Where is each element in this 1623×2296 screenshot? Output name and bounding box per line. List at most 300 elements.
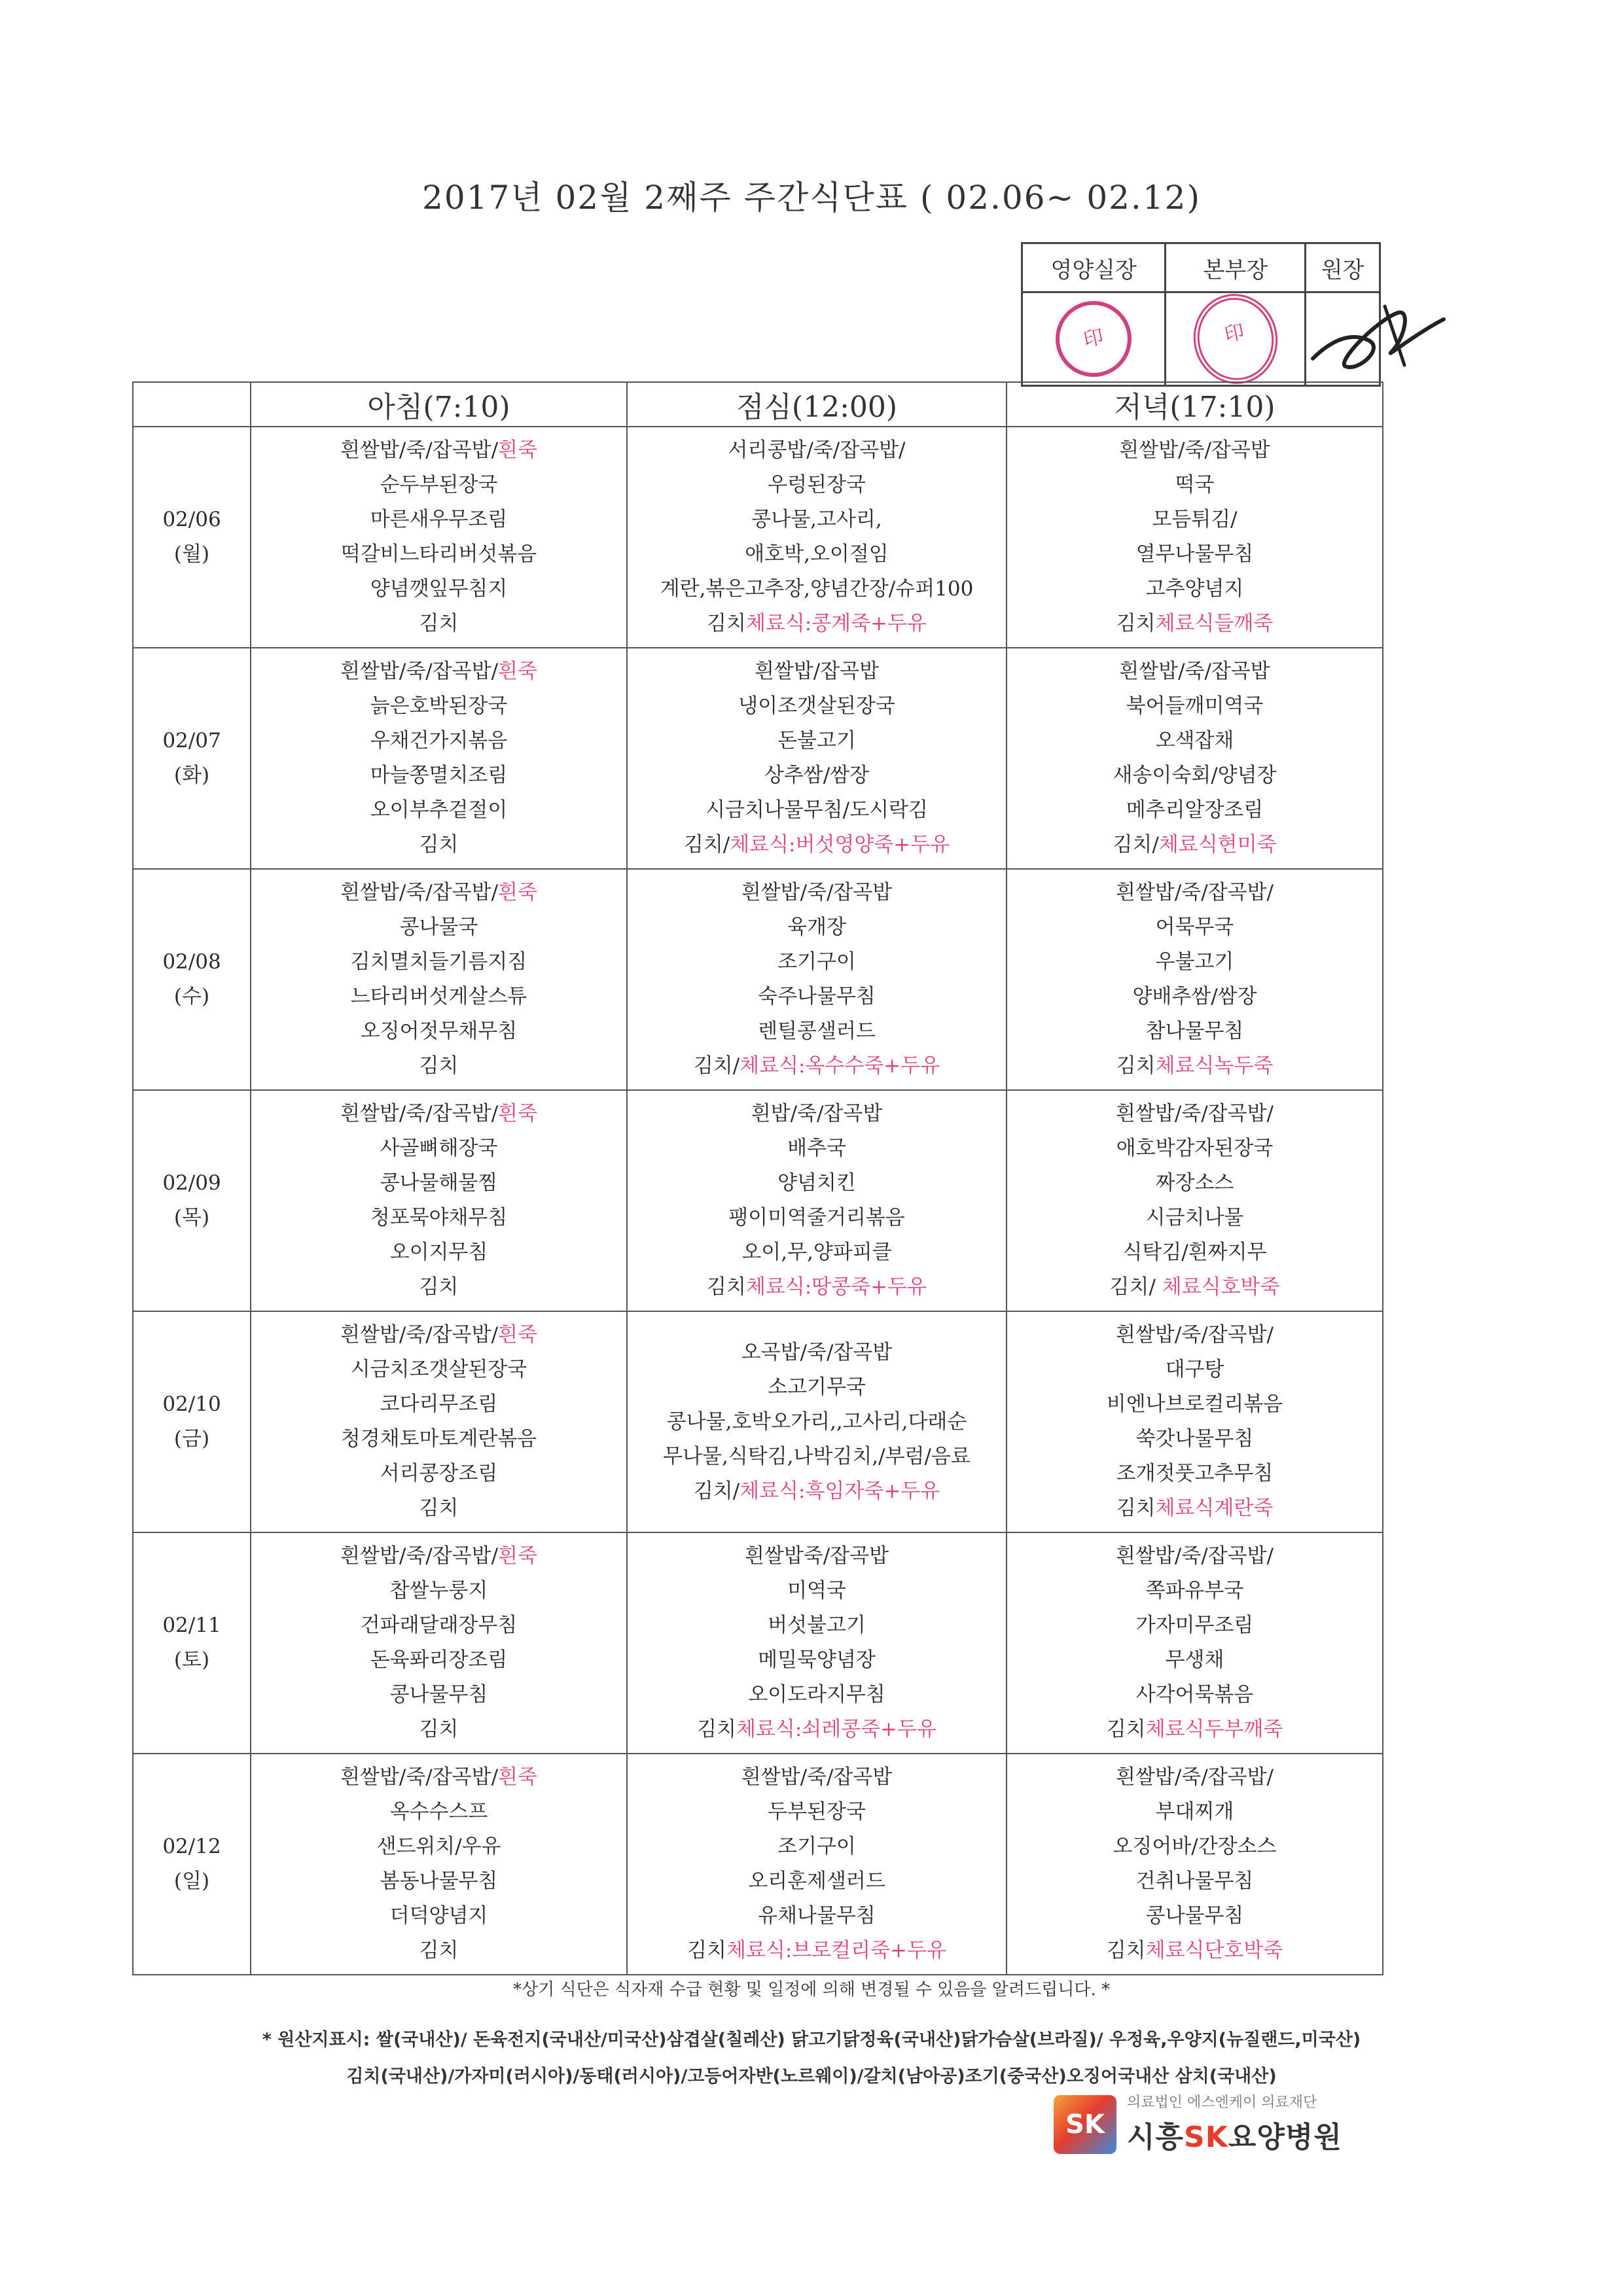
menu-item-text: 건취나물무침 xyxy=(1135,1869,1254,1893)
menu-item-text: 오징어젓무채무침 xyxy=(360,1019,518,1043)
menu-item xyxy=(1008,503,1382,537)
menu-row xyxy=(133,869,1383,1090)
menu-item-text: 김치/ xyxy=(693,1479,740,1503)
hospital-logo xyxy=(1054,2091,1387,2163)
menu-item xyxy=(252,1712,626,1747)
menu-item-text: 흰쌀밥/죽/잡곡밥/ xyxy=(1116,1544,1274,1568)
therapy-diet-note: 체료식:옥수수죽+두유 xyxy=(740,1054,940,1078)
signature-icon xyxy=(1306,293,1450,385)
menu-item xyxy=(252,1491,626,1526)
approval-sign-nutrition xyxy=(1022,292,1166,386)
menu-item xyxy=(252,1934,626,1968)
menu-item xyxy=(252,1049,626,1084)
menu-item xyxy=(628,980,1005,1014)
menu-item xyxy=(252,1608,626,1643)
menu-item xyxy=(252,1795,626,1829)
dinner-cell xyxy=(1007,1532,1383,1754)
menu-item xyxy=(1008,654,1382,689)
breakfast-cell xyxy=(251,1090,627,1311)
menu-item-text: 흰쌀밥/죽/잡곡밥/ xyxy=(340,660,499,683)
menu-item-text: 돈불고기 xyxy=(777,729,856,752)
menu-item-text: 김치 xyxy=(419,1275,459,1299)
menu-item-text: 마늘쫑멸치조림 xyxy=(370,764,508,787)
header-dinner: 저녁(17:10) xyxy=(1007,382,1383,427)
dinner-cell xyxy=(1007,648,1383,869)
menu-item-text: 부대찌개 xyxy=(1155,1800,1234,1824)
menu-item xyxy=(628,910,1005,945)
menu-row xyxy=(133,648,1383,869)
menu-item-text: 오곡밥/죽/잡곡밥 xyxy=(741,1340,893,1364)
approval-header-nutrition: 영양실장 xyxy=(1022,243,1166,292)
menu-item-text: 흰쌀밥/죽/잡곡밥/ xyxy=(340,1765,499,1789)
menu-item-text: 청경채토마토계란볶음 xyxy=(340,1427,537,1451)
menu-item-text: 오이지무침 xyxy=(389,1241,488,1264)
menu-item-text: 김치 xyxy=(419,1718,459,1741)
menu-item xyxy=(628,1370,1005,1405)
menu-item-text: 오이부추겉절이 xyxy=(370,798,508,822)
sk-logo-icon: SK xyxy=(1054,2095,1116,2154)
approval-header-director: 본부장 xyxy=(1166,243,1306,292)
menu-item-text: 김치/ xyxy=(1109,1275,1162,1299)
menu-item-text: 미역국 xyxy=(787,1579,846,1602)
menu-item-text: 애호박감자된장국 xyxy=(1116,1137,1274,1160)
menu-item xyxy=(252,607,626,641)
menu-item xyxy=(628,1899,1005,1934)
menu-item xyxy=(1008,758,1382,793)
menu-item-text: 흰쌀밥/죽/잡곡밥/ xyxy=(340,881,499,904)
menu-item-text: 콩나물무침 xyxy=(1145,1904,1244,1928)
menu-item-text: 코다리무조림 xyxy=(380,1392,498,1416)
menu-item-text: 마른새우무조림 xyxy=(370,508,508,531)
menu-item xyxy=(1008,1491,1382,1526)
seal-stamp-icon: 印 xyxy=(1048,294,1139,384)
dinner-cell xyxy=(1007,1090,1383,1311)
menu-item xyxy=(1008,1318,1382,1352)
breakfast-cell xyxy=(251,648,627,869)
menu-item-text: 김치 xyxy=(1116,1496,1156,1520)
menu-item xyxy=(628,1712,1005,1747)
menu-item-text: 메추리알장조림 xyxy=(1126,798,1264,822)
menu-item-text: 상추쌈/쌈장 xyxy=(764,764,870,787)
menu-item-text: 냉이조갯살된장국 xyxy=(738,694,895,718)
menu-item-text: 순두부된장국 xyxy=(380,473,498,497)
menu-item-text: 옥수수스프 xyxy=(389,1800,488,1824)
therapy-diet-note: 체료식:흑임자죽+두유 xyxy=(740,1479,940,1503)
porridge-note: 흰죽 xyxy=(498,1102,537,1125)
day-date: 02/09 xyxy=(162,1171,221,1195)
menu-item-text: 오리훈제샐러드 xyxy=(748,1869,885,1893)
menu-item xyxy=(628,1574,1005,1608)
menu-item xyxy=(628,1131,1005,1166)
menu-item xyxy=(252,1829,626,1864)
therapy-diet-note: 체료식:브로컬리죽+두유 xyxy=(726,1939,946,1962)
menu-item xyxy=(252,1643,626,1678)
menu-item-text: 짜장소스 xyxy=(1155,1171,1234,1195)
therapy-diet-note: 체료식들깨죽 xyxy=(1155,612,1274,635)
therapy-diet-note: 체료식호박죽 xyxy=(1162,1275,1280,1299)
menu-item xyxy=(1008,1934,1382,1968)
lunch-cell xyxy=(627,427,1007,648)
porridge-note: 흰죽 xyxy=(498,881,537,904)
porridge-note: 흰죽 xyxy=(498,1544,537,1568)
menu-item-text: 북어들깨미역국 xyxy=(1126,694,1264,718)
menu-item xyxy=(628,654,1005,689)
menu-item-text: 김치 xyxy=(687,1939,726,1962)
menu-item xyxy=(1008,433,1382,468)
day-weekday: (수) xyxy=(173,985,210,1008)
porridge-note: 흰죽 xyxy=(498,438,537,462)
menu-item xyxy=(252,1352,626,1387)
menu-item-text: 사각어묵볶음 xyxy=(1135,1683,1254,1706)
menu-item xyxy=(628,1608,1005,1643)
menu-item-text: 흰쌀밥/죽/잡곡밥/ xyxy=(1116,1102,1274,1125)
menu-item-text: 열무나물무침 xyxy=(1135,542,1254,566)
menu-item xyxy=(1008,1760,1382,1795)
breakfast-cell xyxy=(251,1532,627,1754)
menu-item xyxy=(628,1643,1005,1678)
menu-item xyxy=(252,980,626,1014)
menu-item xyxy=(252,654,626,689)
menu-item xyxy=(252,1457,626,1491)
menu-item-text: 소고기무국 xyxy=(768,1375,866,1399)
menu-item-text: 김치 xyxy=(707,1275,746,1299)
menu-item xyxy=(628,945,1005,980)
origin-line-2: 김치(국내산)/가자미(러시아)/동태(러시아)/고등어자반(노르웨이)/갈치(남아공)조기(중국산)오징어국내산 삼치(국내산) xyxy=(346,2066,1277,2087)
therapy-diet-note: 체료식:땅콩죽+두유 xyxy=(745,1275,927,1299)
lunch-cell xyxy=(627,1532,1007,1754)
menu-item xyxy=(1008,945,1382,980)
menu-item-text: 오이도라지무침 xyxy=(748,1683,885,1706)
menu-body xyxy=(133,427,1383,1975)
porridge-note: 흰죽 xyxy=(498,1765,537,1789)
menu-item-text: 콩나물,고사리, xyxy=(751,508,882,531)
menu-item xyxy=(1008,910,1382,945)
menu-item-text: 계란,볶은고추장,양념간장/슈퍼100 xyxy=(660,577,974,601)
menu-item xyxy=(628,875,1005,910)
menu-item xyxy=(628,433,1005,468)
therapy-diet-note: 체료식녹두죽 xyxy=(1155,1054,1274,1078)
logo-name xyxy=(1127,2113,1342,2155)
menu-item-text: 양념깻잎무침지 xyxy=(370,577,508,601)
menu-item-text: 양념치킨 xyxy=(777,1171,856,1195)
menu-item xyxy=(1008,1166,1382,1201)
menu-item-text: 서리콩밥/죽/잡곡밥/ xyxy=(728,438,906,462)
menu-item xyxy=(252,1097,626,1131)
menu-item xyxy=(252,758,626,793)
menu-item-text: 대구탕 xyxy=(1165,1358,1224,1381)
menu-item-text: 떡갈비느타리버섯볶음 xyxy=(340,542,537,566)
breakfast-cell xyxy=(251,1754,627,1975)
menu-item xyxy=(628,1201,1005,1235)
breakfast-cell xyxy=(251,869,627,1090)
menu-item xyxy=(1008,468,1382,503)
menu-item xyxy=(628,537,1005,572)
menu-item-text: 김치 xyxy=(1116,1054,1156,1078)
menu-item xyxy=(1008,1712,1382,1747)
menu-item-text: 흰쌀밥/죽/잡곡밥 xyxy=(741,1765,893,1789)
menu-item xyxy=(1008,1829,1382,1864)
origin-line-1: * 원산지표시: 쌀(국내산)/ 돈육전지(국내산/미국산)삼겹살(칠레산) 닭고기닭정육(국내산)닭가슴살(브라질)/ 우정육,우양지(뉴질랜드,미국산) xyxy=(262,2030,1361,2050)
menu-item xyxy=(252,1899,626,1934)
menu-item-text: 렌틸콩샐러드 xyxy=(758,1019,876,1043)
menu-item xyxy=(1008,1608,1382,1643)
approval-sign-director xyxy=(1166,292,1306,386)
therapy-diet-note: 체료식계란죽 xyxy=(1155,1496,1274,1520)
menu-item-text: 오이,무,양파피클 xyxy=(741,1241,892,1264)
date-cell xyxy=(133,1090,251,1311)
menu-item-text: 흰쌀밥/잡곡밥 xyxy=(754,660,880,683)
menu-item-text: 무나물,식탁김,나박김치,/부럼/음료 xyxy=(663,1444,971,1468)
menu-item xyxy=(252,468,626,503)
menu-item-text: 흰쌀밥/죽/잡곡밥/ xyxy=(1116,1323,1274,1347)
date-cell xyxy=(133,427,251,648)
menu-item xyxy=(628,1166,1005,1201)
menu-item-text: 비엔나브로컬리볶음 xyxy=(1106,1392,1283,1416)
menu-item-text: 조기구이 xyxy=(777,1835,856,1858)
header-breakfast: 아침(7:10) xyxy=(251,382,627,427)
menu-item xyxy=(628,607,1005,641)
menu-item-text: 시금치조갯살된장국 xyxy=(350,1358,527,1381)
menu-item-text: 흰쌀밥/죽/잡곡밥/ xyxy=(340,438,499,462)
menu-item xyxy=(1008,1352,1382,1387)
menu-item-text: 우불고기 xyxy=(1155,950,1234,974)
menu-item xyxy=(628,1439,1005,1474)
menu-item-text: 김치 xyxy=(1106,1939,1146,1962)
menu-item-text: 사골뼈해장국 xyxy=(380,1137,498,1160)
menu-item xyxy=(1008,724,1382,758)
day-date: 02/08 xyxy=(162,950,221,974)
lunch-cell xyxy=(627,1311,1007,1532)
menu-item-text: 김치 xyxy=(707,612,746,635)
menu-item xyxy=(1008,1097,1382,1131)
menu-item xyxy=(1008,1864,1382,1899)
therapy-diet-note: 체료식:버섯영양죽+두유 xyxy=(730,833,950,857)
menu-item xyxy=(1008,1678,1382,1712)
menu-item-text: 두부된장국 xyxy=(768,1800,866,1824)
menu-item xyxy=(252,1678,626,1712)
day-weekday: (목) xyxy=(173,1206,210,1229)
menu-item-text: 돈육퐈리장조림 xyxy=(370,1648,508,1672)
menu-item xyxy=(1008,1422,1382,1457)
menu-item-text: 건파래달래장무침 xyxy=(360,1614,518,1637)
logo-name-suffix: 요양병원 xyxy=(1228,2121,1342,2154)
menu-item xyxy=(628,1270,1005,1305)
lunch-cell xyxy=(627,1090,1007,1311)
menu-item-text: 버섯불고기 xyxy=(768,1614,866,1637)
menu-item-text: 흰쌀밥/죽/잡곡밥 xyxy=(1119,438,1270,462)
menu-item-text: 떡국 xyxy=(1175,473,1215,497)
menu-item xyxy=(628,1795,1005,1829)
menu-item-text: 조기구이 xyxy=(777,950,856,974)
menu-item xyxy=(252,1131,626,1166)
menu-item xyxy=(628,1760,1005,1795)
menu-item xyxy=(252,1422,626,1457)
menu-item-text: 무생채 xyxy=(1165,1648,1224,1672)
menu-item xyxy=(252,1318,626,1352)
lunch-cell xyxy=(627,869,1007,1090)
menu-item-text: 김치 xyxy=(419,833,459,857)
day-date: 02/12 xyxy=(162,1835,221,1858)
menu-item xyxy=(252,1270,626,1305)
menu-item xyxy=(628,572,1005,607)
menu-item xyxy=(252,945,626,980)
day-date: 02/10 xyxy=(162,1392,221,1416)
menu-item-text: 샌드위치/우유 xyxy=(376,1835,501,1858)
menu-item xyxy=(1008,980,1382,1014)
breakfast-cell xyxy=(251,1311,627,1532)
menu-item-text: 콩나물해물찜 xyxy=(380,1171,498,1195)
date-cell xyxy=(133,1754,251,1975)
therapy-diet-note: 체료식두부깨죽 xyxy=(1145,1718,1283,1741)
menu-item-text: 흰쌀밥/죽/잡곡밥/ xyxy=(340,1544,499,1568)
menu-item xyxy=(628,758,1005,793)
menu-item-text: 흰밥/죽/잡곡밥 xyxy=(751,1102,883,1125)
menu-item-text: 청포묵야채무침 xyxy=(370,1206,508,1229)
day-weekday: (월) xyxy=(173,542,210,566)
menu-item xyxy=(252,1201,626,1235)
menu-item-text: 흰쌀밥/죽/잡곡밥/ xyxy=(340,1323,499,1347)
breakfast-cell xyxy=(251,427,627,648)
menu-item xyxy=(1008,1014,1382,1049)
menu-item-text: 팽이미역줄거리볶음 xyxy=(728,1206,905,1229)
menu-item xyxy=(628,1678,1005,1712)
menu-item xyxy=(252,1760,626,1795)
menu-item xyxy=(1008,1899,1382,1934)
logo-name-sk: SK xyxy=(1184,2121,1228,2154)
logo-subtitle: 의료법인 에스엔케이 의료재단 xyxy=(1127,2094,1317,2111)
menu-item xyxy=(1008,1795,1382,1829)
menu-item-text: 조개젓풋고추무침 xyxy=(1116,1462,1274,1485)
menu-item xyxy=(628,1014,1005,1049)
menu-item xyxy=(1008,689,1382,724)
menu-item xyxy=(252,724,626,758)
menu-item xyxy=(252,433,626,468)
menu-item-text: 오색잡채 xyxy=(1155,729,1234,752)
logo-name-prefix: 시흥 xyxy=(1127,2121,1185,2154)
approval-sign-president xyxy=(1306,292,1380,386)
menu-item-text: 흰쌀밥/죽/잡곡밥/ xyxy=(1116,881,1274,904)
menu-item-text: 흰쌀밥죽/잡곡밥 xyxy=(744,1544,889,1568)
lunch-cell xyxy=(627,1754,1007,1975)
menu-item-text: 김치 xyxy=(419,612,459,635)
menu-item-text: 콩나물국 xyxy=(399,915,478,939)
menu-item-text: 더덕양념지 xyxy=(389,1904,488,1928)
header-date xyxy=(133,382,251,427)
menu-item-text: 시금치나물무침/도시락김 xyxy=(705,798,928,822)
menu-item-text: 찹쌀누룽지 xyxy=(389,1579,488,1602)
menu-row xyxy=(133,1311,1383,1532)
menu-item xyxy=(252,537,626,572)
menu-item xyxy=(1008,537,1382,572)
menu-item xyxy=(1008,572,1382,607)
dinner-cell xyxy=(1007,427,1383,648)
menu-item-text: 우렁된장국 xyxy=(768,473,866,497)
menu-item xyxy=(252,793,626,828)
menu-item xyxy=(628,1539,1005,1574)
menu-item-text: 김치 xyxy=(419,1054,459,1078)
menu-row xyxy=(133,1532,1383,1754)
menu-item-text: 콩나물,호박오가리,,고사리,다래순 xyxy=(666,1409,967,1434)
menu-item-text: 배추국 xyxy=(787,1137,846,1160)
menu-item xyxy=(252,828,626,862)
menu-item-text: 늙은호박된장국 xyxy=(370,694,508,718)
porridge-note: 흰죽 xyxy=(498,1323,537,1347)
menu-item xyxy=(1008,1574,1382,1608)
menu-item xyxy=(628,1235,1005,1270)
menu-item xyxy=(628,1405,1005,1439)
menu-item xyxy=(1008,875,1382,910)
menu-item xyxy=(1008,1643,1382,1678)
menu-item-text: 흰쌀밥/죽/잡곡밥/ xyxy=(340,1102,499,1125)
menu-item-text: 가자미무조림 xyxy=(1135,1614,1254,1637)
menu-item xyxy=(1008,1539,1382,1574)
page-title: 2017년 02월 2째주 주간식단표 ( 02.06~ 02.12) xyxy=(422,179,1201,217)
day-weekday: (금) xyxy=(173,1427,210,1451)
approval-box xyxy=(1021,242,1381,387)
dinner-cell xyxy=(1007,1311,1383,1532)
menu-item-text: 김치/ xyxy=(693,1054,740,1078)
menu-item-text: 애호박,오이절임 xyxy=(745,542,889,566)
menu-item xyxy=(252,503,626,537)
menu-item-text: 참나물무침 xyxy=(1145,1019,1244,1043)
menu-item xyxy=(628,828,1005,862)
day-date: 02/11 xyxy=(162,1614,221,1637)
menu-item xyxy=(628,724,1005,758)
weekly-menu-table xyxy=(132,381,1383,1975)
menu-item xyxy=(628,1335,1005,1370)
change-notice: *상기 식단은 식자재 수급 현황 및 일정에 의해 변경될 수 있음을 알려드립니다. * xyxy=(512,1980,1111,2000)
menu-item-text: 우채건가지볶음 xyxy=(370,729,508,752)
menu-item-text: 메밀묵양념장 xyxy=(758,1648,876,1672)
menu-item-text: 흰쌀밥/죽/잡곡밥 xyxy=(1119,660,1270,683)
menu-item xyxy=(1008,828,1382,862)
menu-item xyxy=(252,1166,626,1201)
therapy-diet-note: 체료식:쇠레콩죽+두유 xyxy=(736,1718,936,1741)
header-lunch: 점심(12:00) xyxy=(627,382,1007,427)
menu-item xyxy=(252,1235,626,1270)
menu-item-text: 김치 xyxy=(419,1939,459,1962)
dinner-cell xyxy=(1007,869,1383,1090)
menu-item-text: 숙주나물무침 xyxy=(758,985,876,1008)
menu-item-text: 오징어바/간장소스 xyxy=(1113,1835,1277,1858)
menu-item xyxy=(252,875,626,910)
menu-item xyxy=(252,1539,626,1574)
date-cell xyxy=(133,1311,251,1532)
menu-item-text: 김치멸치들기름지짐 xyxy=(350,950,527,974)
menu-item-text: 쑥갓나물무침 xyxy=(1135,1427,1254,1451)
menu-item-text: 서리콩장조림 xyxy=(380,1462,498,1485)
therapy-diet-note: 체료식단호박죽 xyxy=(1145,1939,1283,1962)
menu-item xyxy=(252,1014,626,1049)
menu-item xyxy=(252,1864,626,1899)
menu-item-text: 느타리버섯게살스튜 xyxy=(350,985,527,1008)
menu-item xyxy=(628,1474,1005,1509)
menu-item xyxy=(628,1097,1005,1131)
menu-item xyxy=(628,793,1005,828)
menu-item-text: 유채나물무침 xyxy=(758,1904,876,1928)
origin-info xyxy=(0,2022,1623,2095)
lunch-cell xyxy=(627,648,1007,869)
menu-item-text: 양배추쌈/쌈장 xyxy=(1132,985,1257,1008)
menu-item-text: 김치 xyxy=(1106,1718,1146,1741)
menu-item-text: 쪽파유부국 xyxy=(1145,1579,1244,1602)
porridge-note: 흰죽 xyxy=(498,660,537,683)
therapy-diet-note: 체료식현미죽 xyxy=(1158,833,1277,857)
menu-item xyxy=(1008,1235,1382,1270)
menu-item xyxy=(628,1864,1005,1899)
menu-item xyxy=(1008,1201,1382,1235)
menu-item xyxy=(628,1934,1005,1968)
